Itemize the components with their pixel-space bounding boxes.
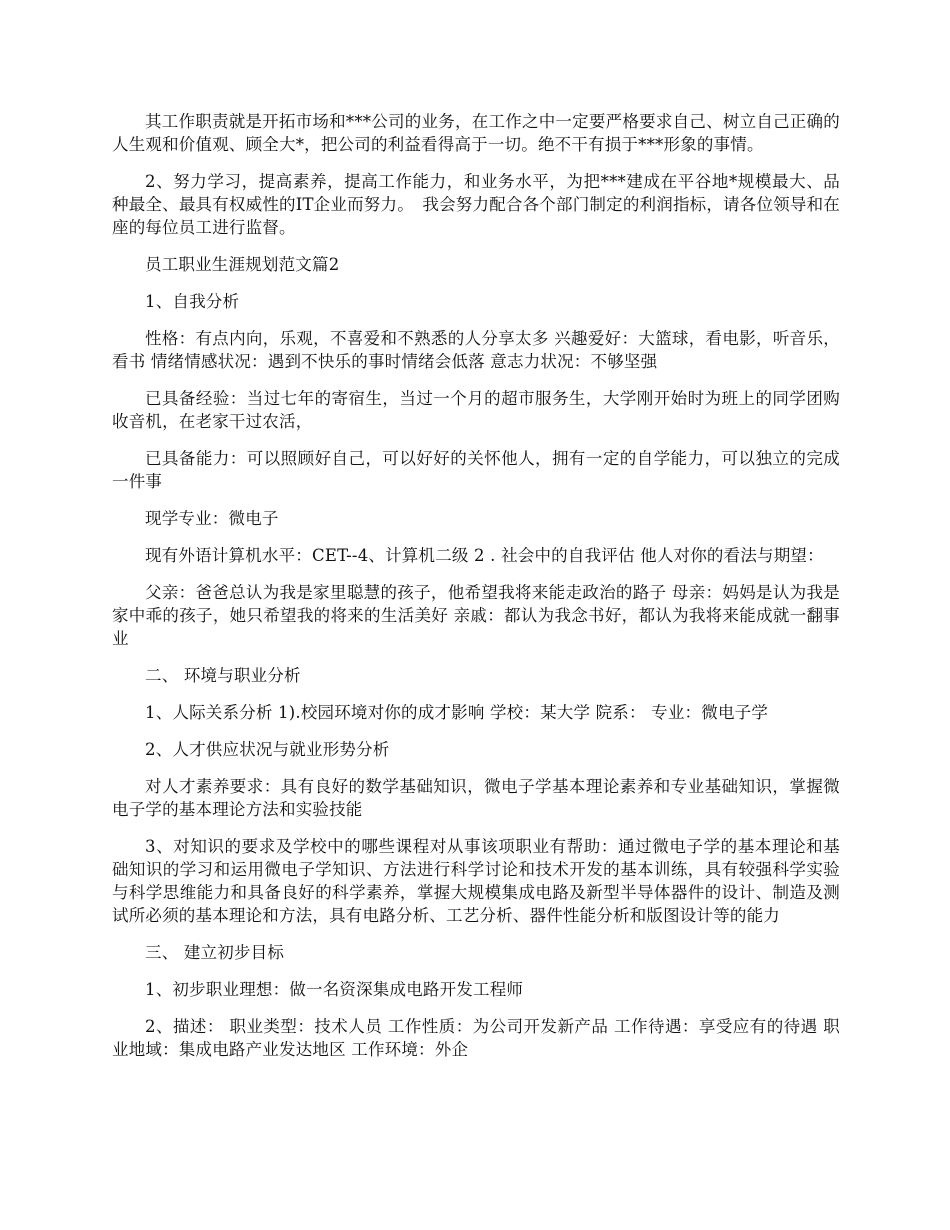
paragraph-2: 2、努力学习，提高素养，提高工作能力，和业务水平，为把***建成在平谷地*规模最大、品种最全、最具有权威性的IT企业而努力。 我会努力配合各个部门制定的利润指标，请各位领导和在座的每位员工进行监督。 <box>112 172 840 237</box>
paragraph-career-ideal: 1、初步职业理想：做一名资深集成电路开发工程师 <box>145 980 524 999</box>
paragraph-experience: 已具备经验：当过七年的寄宿生，当过一个月的超市服务生，大学刚开始时为班上的同学团购收音机，在老家干过农活， <box>112 389 840 431</box>
paragraph-knowledge: 3、对知识的要求及学校中的哪些课程对从事该项职业有帮助：通过微电子学的基本理论和基础知识的学习和运用微电子学知识、方法进行科学讨论和技术开发的基本训练，具有较强科学实验与科学思维能力和具备良好的科学素养，掌握大规模集成电路及新型半导体器件的设计、制造及测试所必须的基本理论和方法，具有电路分析、工艺分析、器件性能分析和版图设计等的能力 <box>112 837 840 925</box>
paragraph-1: 其工作职责就是开拓市场和***公司的业务，在工作之中一定要严格要求自己、树立自己正确的人生观和价值观、顾全大*，把公司的利益看得高于一切。绝不干有损于***形象的事情。 <box>112 112 840 154</box>
paragraph-ability: 已具备能力：可以照顾好自己，可以好好的关怀他人，拥有一定的自学能力，可以独立的完成一件事 <box>112 449 840 491</box>
heading-goals: 三、 建立初步目标 <box>145 943 285 962</box>
heading-environment: 二、 环境与职业分析 <box>145 666 301 685</box>
section-title: 员工职业生涯规划范文篇2 <box>145 255 340 274</box>
paragraph-description: 2、描述： 职业类型：技术人员 工作性质：为公司开发新产品 工作待遇：享受应有的待遇 职业地域：集成电路产业发达地区 工作环境：外企 <box>112 1017 840 1059</box>
paragraph-relationships: 1、人际关系分析 1).校园环境对你的成才影响 学校：某大学 院系： 专业：微电子学 <box>145 703 769 722</box>
paragraph-personality: 性格：有点内向，乐观，不喜爱和不熟悉的人分享太多 兴趣爱好：大篮球，看电影，听音乐，看书 情绪情感状况：遇到不快乐的事时情绪会低落 意志力状况：不够坚强 <box>112 329 840 371</box>
paragraph-requirements: 对人才素养要求：具有良好的数学基础知识，微电子学基本理论素养和专业基础知识，掌握微电子学的基本理论方法和实验技能 <box>112 777 840 819</box>
paragraph-family-views: 父亲：爸爸总认为我是家里聪慧的孩子，他希望我将来能走政治的路子 母亲：妈妈是认为我是家中乖的孩子，她只希望我的将来的生活美好 亲戚：都认为我念书好，都认为我将来能成就一翻事业 <box>112 583 840 648</box>
heading-self-analysis: 1、自我分析 <box>145 292 240 311</box>
paragraph-language-level: 现有外语计算机水平：CET--4、计算机二级 2 . 社会中的自我评估 他人对你的看法与期望： <box>145 546 824 565</box>
paragraph-major: 现学专业：微电子 <box>145 509 279 528</box>
document-body <box>112 110 840 1075</box>
paragraph-supply: 2、人才供应状况与就业形势分析 <box>145 740 390 759</box>
